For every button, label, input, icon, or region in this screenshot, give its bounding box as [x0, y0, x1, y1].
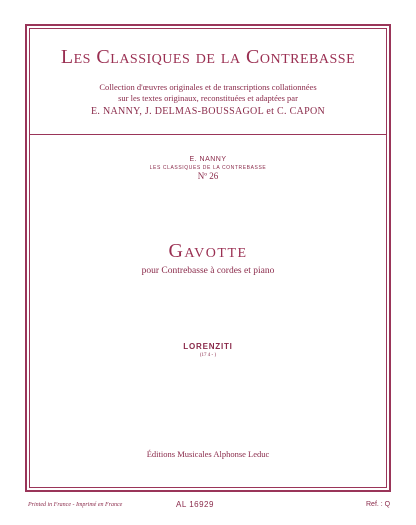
header-divider: [29, 134, 387, 135]
editors-line: E. NANNY, J. DELMAS-BOUSSAGOL et C. CAPON: [91, 106, 325, 117]
series-title: Les Classiques de la Contrebasse: [60, 46, 356, 68]
collection-description-line-2: sur les textes originaux, reconstituées et adaptées par: [118, 93, 298, 103]
composer-name: LORENZITI: [183, 342, 233, 351]
catalog-number: AL 16929: [176, 500, 214, 509]
reference-code: Ref. : Q: [366, 501, 391, 508]
series-number: Nº 26: [197, 171, 219, 181]
composer-dates: (17 4 - ): [199, 353, 217, 358]
series-name-small: LES CLASSIQUES DE LA CONTREBASSE: [149, 165, 267, 171]
publisher-name: Éditions Musicales Alphonse Leduc: [146, 449, 270, 459]
piece-subtitle: pour Contrebasse à cordes et piano: [141, 266, 275, 276]
collection-description-line-1: Collection d'œuvres originales et de transcriptions collationnées: [99, 82, 317, 92]
piece-title: Gavotte: [168, 240, 248, 262]
series-editor: E. NANNY: [189, 156, 227, 163]
printed-in-notice: Printed in France - Imprimé en France: [28, 502, 123, 508]
